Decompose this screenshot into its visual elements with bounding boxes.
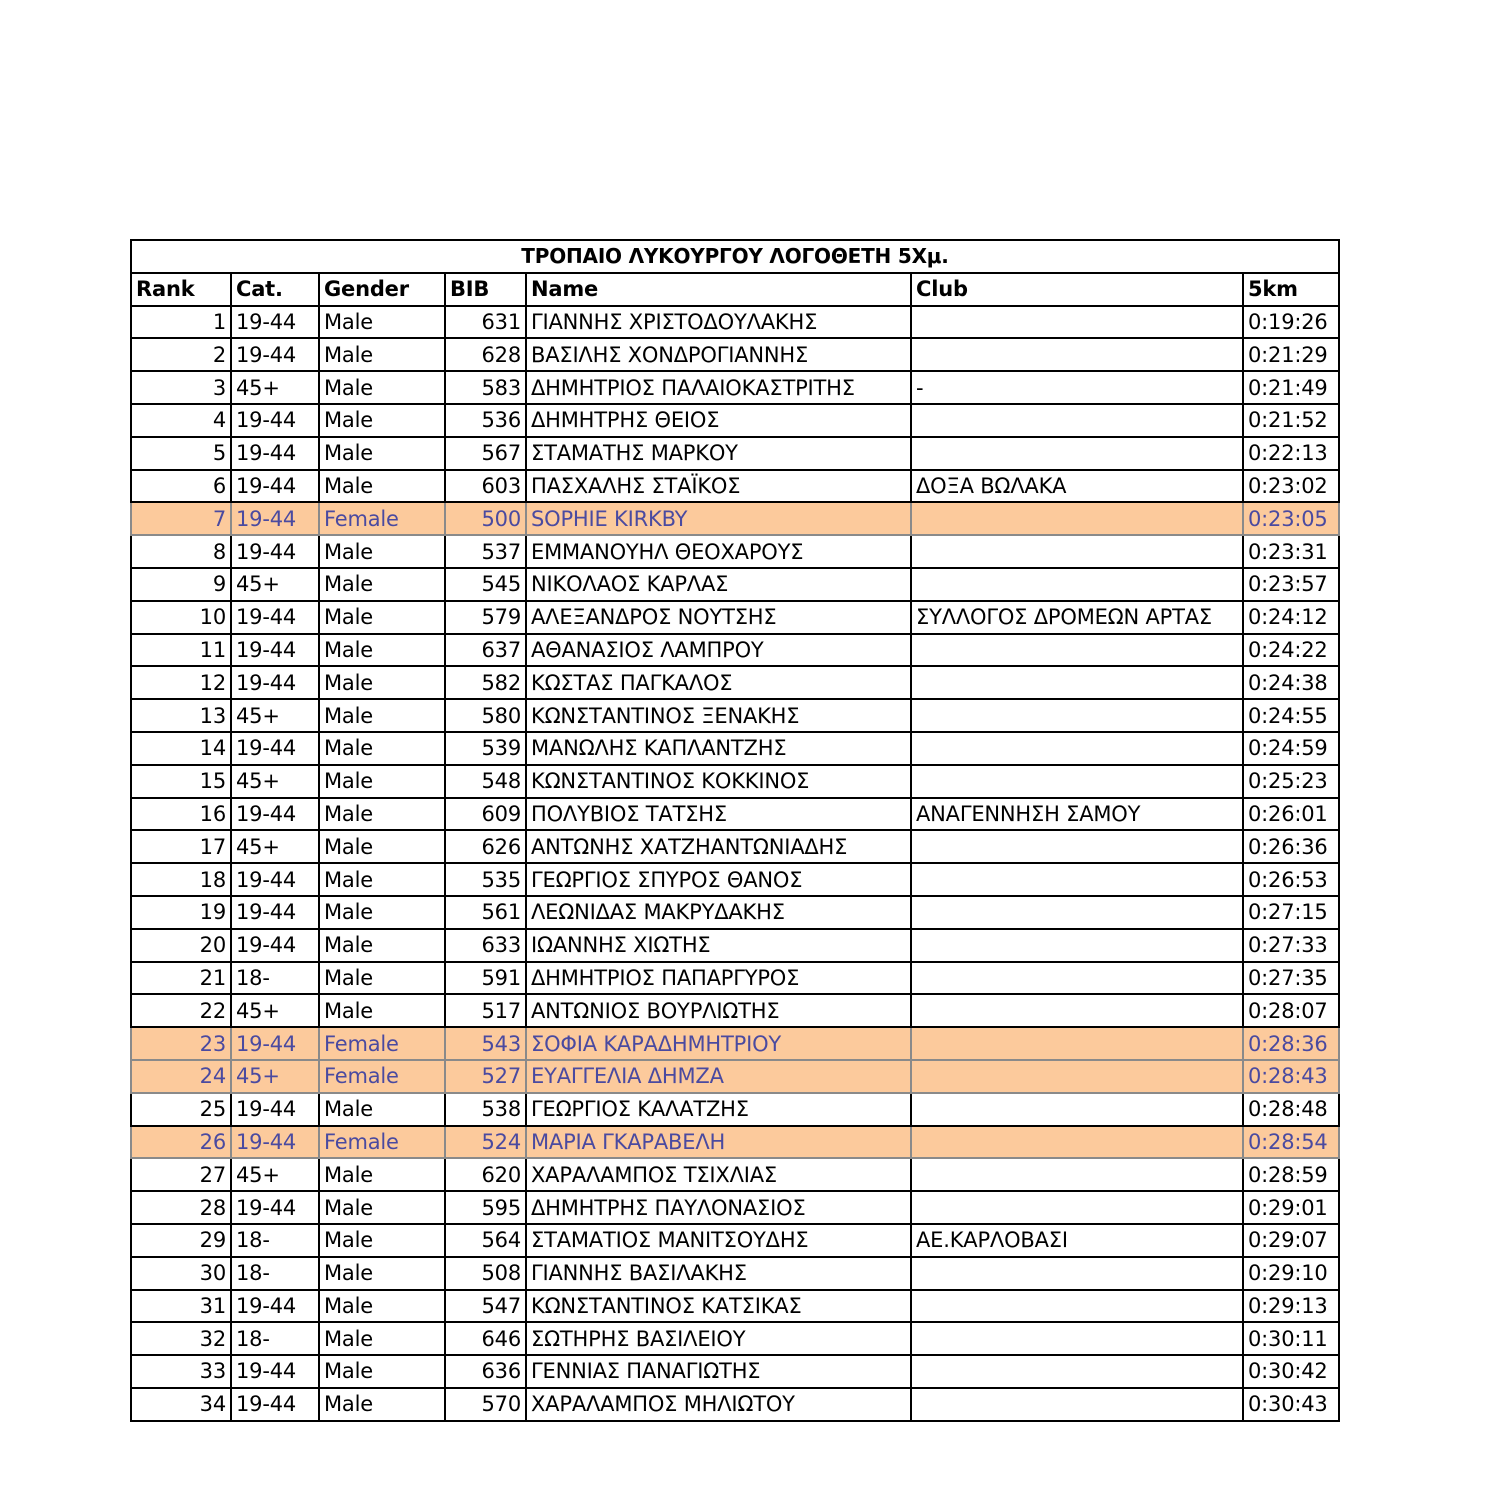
cell-bib: 636 — [445, 1355, 526, 1388]
cell-rank: 7 — [131, 502, 231, 535]
table-row — [131, 338, 1339, 371]
cell-time: 0:30:42 — [1243, 1355, 1339, 1388]
cell-category: 19-44 — [231, 896, 319, 929]
cell-club — [911, 666, 1243, 699]
cell-bib: 620 — [445, 1158, 526, 1191]
cell-gender: Male — [319, 994, 445, 1027]
cell-time: 0:24:12 — [1243, 601, 1339, 634]
cell-category: 19-44 — [231, 1388, 319, 1421]
cell-time: 0:23:05 — [1243, 502, 1339, 535]
cell-gender: Male — [319, 1093, 445, 1126]
cell-bib: 591 — [445, 962, 526, 995]
cell-category: 18- — [231, 962, 319, 995]
cell-club — [911, 765, 1243, 798]
cell-name: ΕΜΜΑΝΟΥΗΛ ΘΕΟΧΑΡΟΥΣ — [526, 535, 911, 568]
cell-time: 0:26:53 — [1243, 863, 1339, 896]
cell-club — [911, 994, 1243, 1027]
cell-club — [911, 863, 1243, 896]
cell-bib: 570 — [445, 1388, 526, 1421]
cell-club — [911, 1355, 1243, 1388]
cell-category: 19-44 — [231, 1355, 319, 1388]
cell-name: ΔΗΜΗΤΡΗΣ ΠΑΥΛΟΝΑΣΙΟΣ — [526, 1191, 911, 1224]
cell-club — [911, 535, 1243, 568]
cell-name: ΓΕΩΡΓΙΟΣ ΣΠΥΡΟΣ ΘΑΝΟΣ — [526, 863, 911, 896]
cell-time: 0:28:48 — [1243, 1093, 1339, 1126]
column-header-time: 5km — [1243, 273, 1339, 306]
cell-category: 19-44 — [231, 798, 319, 831]
cell-category: 19-44 — [231, 535, 319, 568]
cell-bib: 609 — [445, 798, 526, 831]
table-row — [131, 404, 1339, 437]
cell-club — [911, 568, 1243, 601]
table-row — [131, 1027, 1339, 1060]
cell-time: 0:26:36 — [1243, 830, 1339, 863]
table-row — [131, 437, 1339, 470]
cell-rank: 18 — [131, 863, 231, 896]
cell-rank: 19 — [131, 896, 231, 929]
cell-bib: 548 — [445, 765, 526, 798]
cell-category: 19-44 — [231, 1126, 319, 1159]
column-header-name: Name — [526, 273, 911, 306]
cell-bib: 543 — [445, 1027, 526, 1060]
cell-rank: 32 — [131, 1322, 231, 1355]
cell-name: ΛΕΩΝΙΔΑΣ ΜΑΚΡΥΔΑΚΗΣ — [526, 896, 911, 929]
cell-gender: Male — [319, 634, 445, 667]
table-row — [131, 699, 1339, 732]
cell-club — [911, 1191, 1243, 1224]
cell-rank: 17 — [131, 830, 231, 863]
cell-time: 0:25:23 — [1243, 765, 1339, 798]
cell-category: 45+ — [231, 765, 319, 798]
cell-category: 45+ — [231, 994, 319, 1027]
cell-club: ΑΕ.ΚΑΡΛΟΒΑΣΙ — [911, 1224, 1243, 1257]
cell-name: ΕΥΑΓΓΕΛΙΑ ΔΗΜΖΑ — [526, 1060, 911, 1093]
cell-gender: Male — [319, 666, 445, 699]
cell-gender: Male — [319, 1224, 445, 1257]
cell-name: ΠΑΣΧΑΛΗΣ ΣΤΑΪΚΟΣ — [526, 470, 911, 503]
cell-rank: 24 — [131, 1060, 231, 1093]
cell-bib: 603 — [445, 470, 526, 503]
cell-time: 0:28:54 — [1243, 1126, 1339, 1159]
results-table — [130, 239, 1340, 1422]
cell-time: 0:29:10 — [1243, 1257, 1339, 1290]
cell-time: 0:29:13 — [1243, 1290, 1339, 1323]
cell-time: 0:28:36 — [1243, 1027, 1339, 1060]
cell-name: ΓΙΑΝΝΗΣ ΧΡΙΣΤΟΔΟΥΛΑΚΗΣ — [526, 306, 911, 339]
table-row — [131, 1388, 1339, 1421]
cell-gender: Male — [319, 1257, 445, 1290]
cell-name: ΣΤΑΜΑΤΙΟΣ ΜΑΝΙΤΣΟΥΔΗΣ — [526, 1224, 911, 1257]
table-row — [131, 830, 1339, 863]
table-row — [131, 732, 1339, 765]
cell-category: 19-44 — [231, 306, 319, 339]
cell-bib: 538 — [445, 1093, 526, 1126]
table-row — [131, 1191, 1339, 1224]
column-header-gender: Gender — [319, 273, 445, 306]
cell-time: 0:29:01 — [1243, 1191, 1339, 1224]
cell-club: ΑΝΑΓΕΝΝΗΣΗ ΣΑΜΟΥ — [911, 798, 1243, 831]
cell-category: 19-44 — [231, 666, 319, 699]
table-row — [131, 568, 1339, 601]
cell-rank: 5 — [131, 437, 231, 470]
cell-rank: 29 — [131, 1224, 231, 1257]
cell-club — [911, 699, 1243, 732]
cell-category: 19-44 — [231, 437, 319, 470]
cell-rank: 25 — [131, 1093, 231, 1126]
results-sheet — [130, 239, 1338, 1422]
cell-bib: 626 — [445, 830, 526, 863]
column-header-cat: Cat. — [231, 273, 319, 306]
cell-club — [911, 634, 1243, 667]
cell-gender: Male — [319, 798, 445, 831]
cell-category: 19-44 — [231, 338, 319, 371]
cell-rank: 13 — [131, 699, 231, 732]
cell-gender: Male — [319, 437, 445, 470]
cell-name: ΔΗΜΗΤΡΗΣ ΘΕΙΟΣ — [526, 404, 911, 437]
cell-bib: 580 — [445, 699, 526, 732]
cell-rank: 16 — [131, 798, 231, 831]
table-row — [131, 1290, 1339, 1323]
column-header-rank: Rank — [131, 273, 231, 306]
table-row — [131, 962, 1339, 995]
cell-gender: Male — [319, 1355, 445, 1388]
cell-club — [911, 896, 1243, 929]
cell-gender: Male — [319, 732, 445, 765]
cell-gender: Male — [319, 1290, 445, 1323]
cell-gender: Male — [319, 535, 445, 568]
cell-bib: 539 — [445, 732, 526, 765]
cell-bib: 595 — [445, 1191, 526, 1224]
cell-gender: Male — [319, 470, 445, 503]
cell-rank: 3 — [131, 371, 231, 404]
table-row — [131, 1322, 1339, 1355]
table-title: ΤΡΟΠΑΙΟ ΛΥΚΟΥΡΓΟΥ ΛΟΓΟΘΕΤΗ 5Χμ. — [131, 240, 1339, 273]
cell-bib: 646 — [445, 1322, 526, 1355]
cell-name: ΚΩΣΤΑΣ ΠΑΓΚΑΛΟΣ — [526, 666, 911, 699]
cell-category: 19-44 — [231, 470, 319, 503]
cell-rank: 8 — [131, 535, 231, 568]
cell-time: 0:21:29 — [1243, 338, 1339, 371]
cell-time: 0:21:52 — [1243, 404, 1339, 437]
cell-name: ΓΕΝΝΙΑΣ ΠΑΝΑΓΙΩΤΗΣ — [526, 1355, 911, 1388]
cell-club — [911, 1060, 1243, 1093]
cell-club — [911, 338, 1243, 371]
cell-club — [911, 1388, 1243, 1421]
cell-bib: 567 — [445, 437, 526, 470]
table-row — [131, 1224, 1339, 1257]
table-row — [131, 1126, 1339, 1159]
cell-club: ΣΥΛΛΟΓΟΣ ΔΡΟΜΕΩΝ ΑΡΤΑΣ — [911, 601, 1243, 634]
cell-gender: Male — [319, 601, 445, 634]
cell-time: 0:24:59 — [1243, 732, 1339, 765]
cell-category: 45+ — [231, 1060, 319, 1093]
cell-name: ΙΩΑΝΝΗΣ ΧΙΩΤΗΣ — [526, 929, 911, 962]
cell-name: ΜΑΝΩΛΗΣ ΚΑΠΛΑΝΤΖΗΣ — [526, 732, 911, 765]
cell-bib: 547 — [445, 1290, 526, 1323]
cell-name: ΣΩΤΗΡΗΣ ΒΑΣΙΛΕΙΟΥ — [526, 1322, 911, 1355]
cell-category: 19-44 — [231, 863, 319, 896]
cell-club — [911, 404, 1243, 437]
cell-rank: 34 — [131, 1388, 231, 1421]
cell-bib: 564 — [445, 1224, 526, 1257]
cell-gender: Male — [319, 929, 445, 962]
cell-gender: Male — [319, 830, 445, 863]
cell-time: 0:28:43 — [1243, 1060, 1339, 1093]
cell-bib: 517 — [445, 994, 526, 1027]
cell-bib: 508 — [445, 1257, 526, 1290]
cell-name: ΣΤΑΜΑΤΗΣ ΜΑΡΚΟΥ — [526, 437, 911, 470]
header-row — [131, 273, 1339, 306]
cell-category: 45+ — [231, 830, 319, 863]
cell-bib: 579 — [445, 601, 526, 634]
cell-category: 18- — [231, 1257, 319, 1290]
cell-time: 0:27:15 — [1243, 896, 1339, 929]
table-row — [131, 502, 1339, 535]
cell-rank: 23 — [131, 1027, 231, 1060]
table-row — [131, 1158, 1339, 1191]
cell-club — [911, 437, 1243, 470]
cell-name: ΑΘΑΝΑΣΙΟΣ ΛΑΜΠΡΟΥ — [526, 634, 911, 667]
cell-time: 0:26:01 — [1243, 798, 1339, 831]
column-header-club: Club — [911, 273, 1243, 306]
cell-gender: Male — [319, 699, 445, 732]
table-row — [131, 470, 1339, 503]
cell-category: 19-44 — [231, 1027, 319, 1060]
cell-name: ΣΟΦΙΑ ΚΑΡΑΔΗΜΗΤΡΙΟΥ — [526, 1027, 911, 1060]
cell-bib: 583 — [445, 371, 526, 404]
cell-time: 0:24:55 — [1243, 699, 1339, 732]
cell-club — [911, 1322, 1243, 1355]
cell-rank: 12 — [131, 666, 231, 699]
table-row — [131, 1355, 1339, 1388]
cell-club — [911, 830, 1243, 863]
cell-bib: 536 — [445, 404, 526, 437]
results-body — [131, 306, 1339, 1421]
cell-name: ΜΑΡΙΑ ΓΚΑΡΑΒΕΛΗ — [526, 1126, 911, 1159]
table-row — [131, 1093, 1339, 1126]
cell-name: ΚΩΝΣΤΑΝΤΙΝΟΣ ΞΕΝΑΚΗΣ — [526, 699, 911, 732]
cell-rank: 4 — [131, 404, 231, 437]
cell-gender: Male — [319, 338, 445, 371]
cell-rank: 10 — [131, 601, 231, 634]
cell-bib: 637 — [445, 634, 526, 667]
cell-gender: Male — [319, 896, 445, 929]
cell-gender: Male — [319, 962, 445, 995]
cell-time: 0:27:33 — [1243, 929, 1339, 962]
cell-club — [911, 1290, 1243, 1323]
cell-time: 0:30:43 — [1243, 1388, 1339, 1421]
cell-name: ΓΕΩΡΓΙΟΣ ΚΑΛΑΤΖΗΣ — [526, 1093, 911, 1126]
cell-name: ΑΝΤΩΝΗΣ ΧΑΤΖΗΑΝΤΩΝΙΑΔΗΣ — [526, 830, 911, 863]
cell-name: ΑΝΤΩΝΙΟΣ ΒΟΥΡΛΙΩΤΗΣ — [526, 994, 911, 1027]
cell-name: ΝΙΚΟΛΑΟΣ ΚΑΡΛΑΣ — [526, 568, 911, 601]
cell-time: 0:28:07 — [1243, 994, 1339, 1027]
cell-category: 19-44 — [231, 1093, 319, 1126]
cell-time: 0:24:22 — [1243, 634, 1339, 667]
cell-bib: 500 — [445, 502, 526, 535]
table-row — [131, 863, 1339, 896]
table-row — [131, 535, 1339, 568]
cell-time: 0:27:35 — [1243, 962, 1339, 995]
cell-category: 19-44 — [231, 1191, 319, 1224]
cell-bib: 537 — [445, 535, 526, 568]
cell-time: 0:19:26 — [1243, 306, 1339, 339]
cell-category: 18- — [231, 1322, 319, 1355]
cell-rank: 26 — [131, 1126, 231, 1159]
cell-time: 0:22:13 — [1243, 437, 1339, 470]
title-row — [131, 240, 1339, 273]
table-row — [131, 896, 1339, 929]
cell-gender: Male — [319, 306, 445, 339]
cell-time: 0:23:02 — [1243, 470, 1339, 503]
cell-name: SOPHIE KIRKBY — [526, 502, 911, 535]
cell-gender: Male — [319, 1322, 445, 1355]
cell-bib: 545 — [445, 568, 526, 601]
cell-rank: 31 — [131, 1290, 231, 1323]
cell-rank: 11 — [131, 634, 231, 667]
cell-club — [911, 1027, 1243, 1060]
table-row — [131, 601, 1339, 634]
cell-bib: 582 — [445, 666, 526, 699]
table-row — [131, 798, 1339, 831]
cell-gender: Female — [319, 1126, 445, 1159]
cell-rank: 14 — [131, 732, 231, 765]
cell-bib: 631 — [445, 306, 526, 339]
cell-category: 19-44 — [231, 929, 319, 962]
cell-category: 19-44 — [231, 1290, 319, 1323]
cell-club — [911, 1093, 1243, 1126]
cell-name: ΧΑΡΑΛΑΜΠΟΣ ΜΗΛΙΩΤΟΥ — [526, 1388, 911, 1421]
cell-club: - — [911, 371, 1243, 404]
cell-category: 19-44 — [231, 634, 319, 667]
cell-category: 18- — [231, 1224, 319, 1257]
cell-rank: 20 — [131, 929, 231, 962]
cell-rank: 1 — [131, 306, 231, 339]
table-row — [131, 994, 1339, 1027]
cell-club — [911, 732, 1243, 765]
table-row — [131, 371, 1339, 404]
cell-club — [911, 502, 1243, 535]
cell-rank: 15 — [131, 765, 231, 798]
cell-bib: 535 — [445, 863, 526, 896]
cell-rank: 22 — [131, 994, 231, 1027]
cell-category: 45+ — [231, 371, 319, 404]
cell-name: ΑΛΕΞΑΝΔΡΟΣ ΝΟΥΤΣΗΣ — [526, 601, 911, 634]
cell-bib: 527 — [445, 1060, 526, 1093]
cell-time: 0:29:07 — [1243, 1224, 1339, 1257]
cell-name: ΒΑΣΙΛΗΣ ΧΟΝΔΡΟΓΙΑΝΝΗΣ — [526, 338, 911, 371]
cell-time: 0:24:38 — [1243, 666, 1339, 699]
cell-bib: 633 — [445, 929, 526, 962]
cell-gender: Female — [319, 1060, 445, 1093]
cell-category: 19-44 — [231, 502, 319, 535]
cell-name: ΧΑΡΑΛΑΜΠΟΣ ΤΣΙΧΛΙΑΣ — [526, 1158, 911, 1191]
cell-gender: Male — [319, 863, 445, 896]
cell-club — [911, 962, 1243, 995]
cell-rank: 21 — [131, 962, 231, 995]
cell-time: 0:23:57 — [1243, 568, 1339, 601]
cell-club — [911, 306, 1243, 339]
table-row — [131, 666, 1339, 699]
cell-name: ΚΩΝΣΤΑΝΤΙΝΟΣ ΚΑΤΣΙΚΑΣ — [526, 1290, 911, 1323]
cell-gender: Female — [319, 1027, 445, 1060]
cell-gender: Male — [319, 371, 445, 404]
cell-rank: 9 — [131, 568, 231, 601]
cell-name: ΔΗΜΗΤΡΙΟΣ ΠΑΠΑΡΓΥΡΟΣ — [526, 962, 911, 995]
cell-club — [911, 929, 1243, 962]
cell-gender: Male — [319, 1388, 445, 1421]
cell-name: ΔΗΜΗΤΡΙΟΣ ΠΑΛΑΙΟΚΑΣΤΡΙΤΗΣ — [526, 371, 911, 404]
cell-category: 19-44 — [231, 404, 319, 437]
cell-gender: Male — [319, 1191, 445, 1224]
cell-name: ΚΩΝΣΤΑΝΤΙΝΟΣ ΚΟΚΚΙΝΟΣ — [526, 765, 911, 798]
cell-rank: 28 — [131, 1191, 231, 1224]
cell-club — [911, 1158, 1243, 1191]
table-row — [131, 765, 1339, 798]
table-row — [131, 1060, 1339, 1093]
cell-club — [911, 1257, 1243, 1290]
table-row — [131, 634, 1339, 667]
cell-rank: 6 — [131, 470, 231, 503]
cell-time: 0:21:49 — [1243, 371, 1339, 404]
cell-rank: 33 — [131, 1355, 231, 1388]
table-row — [131, 929, 1339, 962]
cell-category: 45+ — [231, 699, 319, 732]
cell-gender: Male — [319, 1158, 445, 1191]
table-row — [131, 1257, 1339, 1290]
cell-name: ΠΟΛΥΒΙΟΣ ΤΑΤΣΗΣ — [526, 798, 911, 831]
cell-rank: 2 — [131, 338, 231, 371]
cell-gender: Male — [319, 765, 445, 798]
cell-bib: 628 — [445, 338, 526, 371]
cell-name: ΓΙΑΝΝΗΣ ΒΑΣΙΛΑΚΗΣ — [526, 1257, 911, 1290]
table-row — [131, 306, 1339, 339]
cell-time: 0:28:59 — [1243, 1158, 1339, 1191]
cell-rank: 27 — [131, 1158, 231, 1191]
cell-gender: Male — [319, 568, 445, 601]
cell-category: 19-44 — [231, 732, 319, 765]
cell-category: 45+ — [231, 1158, 319, 1191]
cell-rank: 30 — [131, 1257, 231, 1290]
cell-club — [911, 1126, 1243, 1159]
column-header-bib: BIB — [445, 273, 526, 306]
cell-category: 45+ — [231, 568, 319, 601]
cell-time: 0:30:11 — [1243, 1322, 1339, 1355]
cell-time: 0:23:31 — [1243, 535, 1339, 568]
cell-category: 19-44 — [231, 601, 319, 634]
cell-bib: 561 — [445, 896, 526, 929]
cell-bib: 524 — [445, 1126, 526, 1159]
cell-club: ΔΟΞΑ ΒΩΛΑΚΑ — [911, 470, 1243, 503]
cell-gender: Female — [319, 502, 445, 535]
cell-gender: Male — [319, 404, 445, 437]
